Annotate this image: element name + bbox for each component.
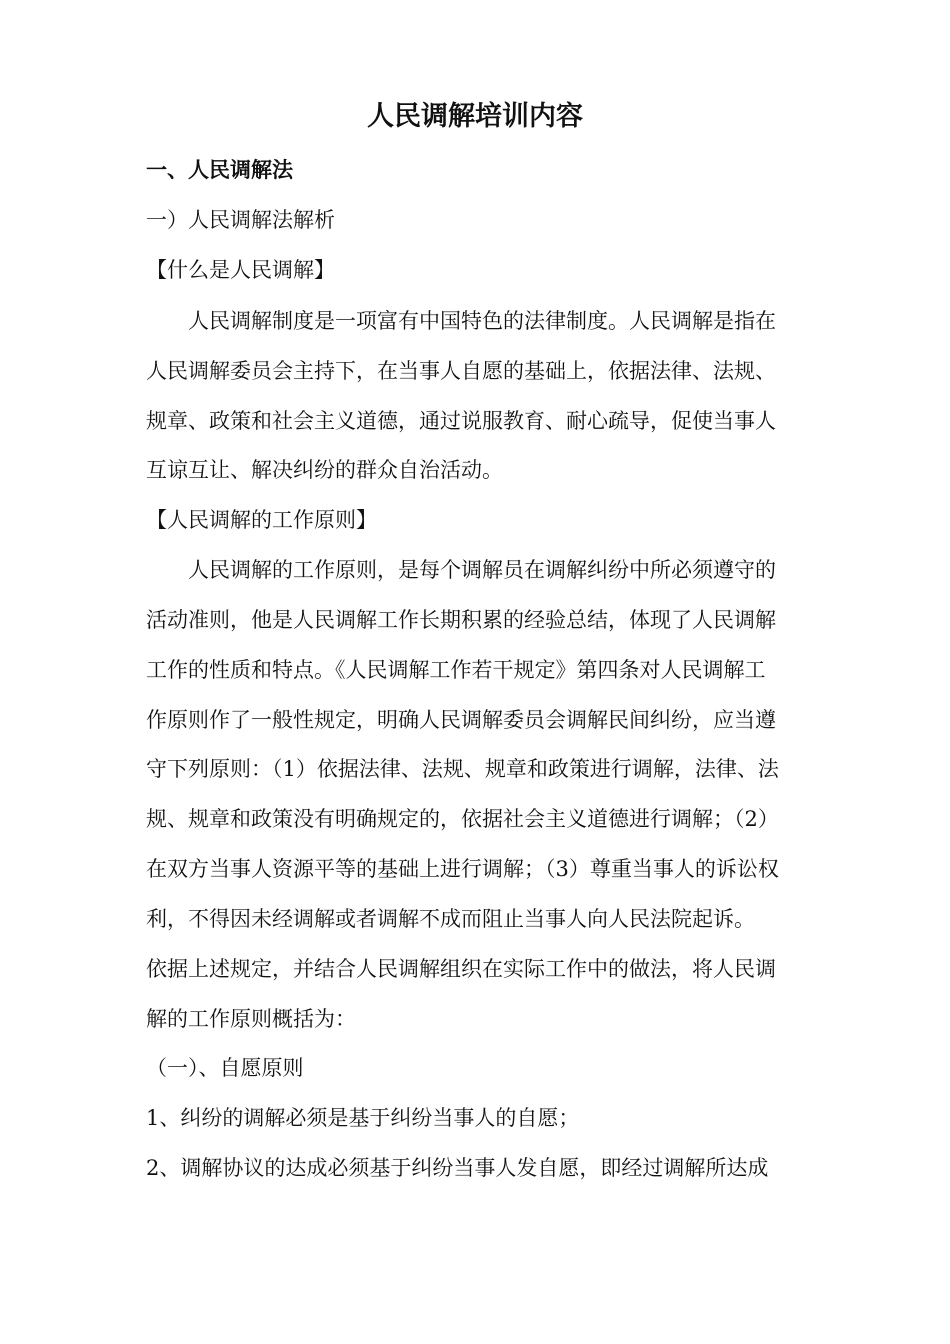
topic2-paragraph-line: 利，不得因未经调解或者调解不成而阻止当事人向人民法院起诉。: [146, 907, 755, 931]
topic2-paragraph-line: 工作的性质和特点。《人民调解工作若干规定》第四条对人民调解工: [146, 658, 766, 682]
topic2-paragraph-line: 守下列原则：（1）依据法律、法规、规章和政策进行调解，法律、法: [146, 757, 779, 781]
topic2-paragraph-line: 人民调解的工作原则，是每个调解员在调解纠纷中所必须遵守的: [188, 558, 776, 582]
topic2-paragraph-line: 依据上述规定，并结合人民调解组织在实际工作中的做法，将人民调: [146, 957, 776, 981]
principle1-item: 1、纠纷的调解必须是基于纠纷当事人的自愿；: [146, 1106, 580, 1130]
topic1-paragraph-line: 人民调解委员会主持下，在当事人自愿的基础上，依据法律、法规、: [146, 359, 776, 383]
topic2-paragraph-line: 解的工作原则概括为：: [146, 1007, 356, 1031]
topic2-paragraph-line: 活动准则，他是人民调解工作长期积累的经验总结，体现了人民调解: [146, 608, 776, 632]
topic1-paragraph-line: 互谅互让、解决纠纷的群众自治活动。: [146, 458, 503, 482]
section-heading: 一、人民调解法: [146, 157, 293, 182]
topic2-paragraph-line: 在双方当事人资源平等的基础上进行调解；（3）尊重当事人的诉讼权: [146, 857, 779, 881]
topic2-paragraph-line: 规、规章和政策没有明确规定的，依据社会主义道德进行调解；（2）: [146, 807, 779, 831]
document-title: 人民调解培训内容: [367, 101, 583, 132]
topic1-heading: 【什么是人民调解】: [146, 258, 335, 282]
topic1-paragraph-line: 规章、政策和社会主义道德，通过说服教育、耐心疏导，促使当事人: [146, 409, 776, 433]
topic2-heading: 【人民调解的工作原则】: [146, 508, 377, 532]
topic2-paragraph-line: 作原则作了一般性规定，明确人民调解委员会调解民间纠纷，应当遵: [146, 708, 776, 732]
subsection-heading: 一）人民调解法解析: [146, 208, 335, 232]
topic1-paragraph-line: 人民调解制度是一项富有中国特色的法律制度。人民调解是指在: [188, 309, 776, 333]
principle1-item: 2、调解协议的达成必须基于纠纷当事人发自愿，即经过调解所达成: [146, 1156, 769, 1180]
principle1-heading: （一）、自愿原则: [146, 1056, 304, 1080]
